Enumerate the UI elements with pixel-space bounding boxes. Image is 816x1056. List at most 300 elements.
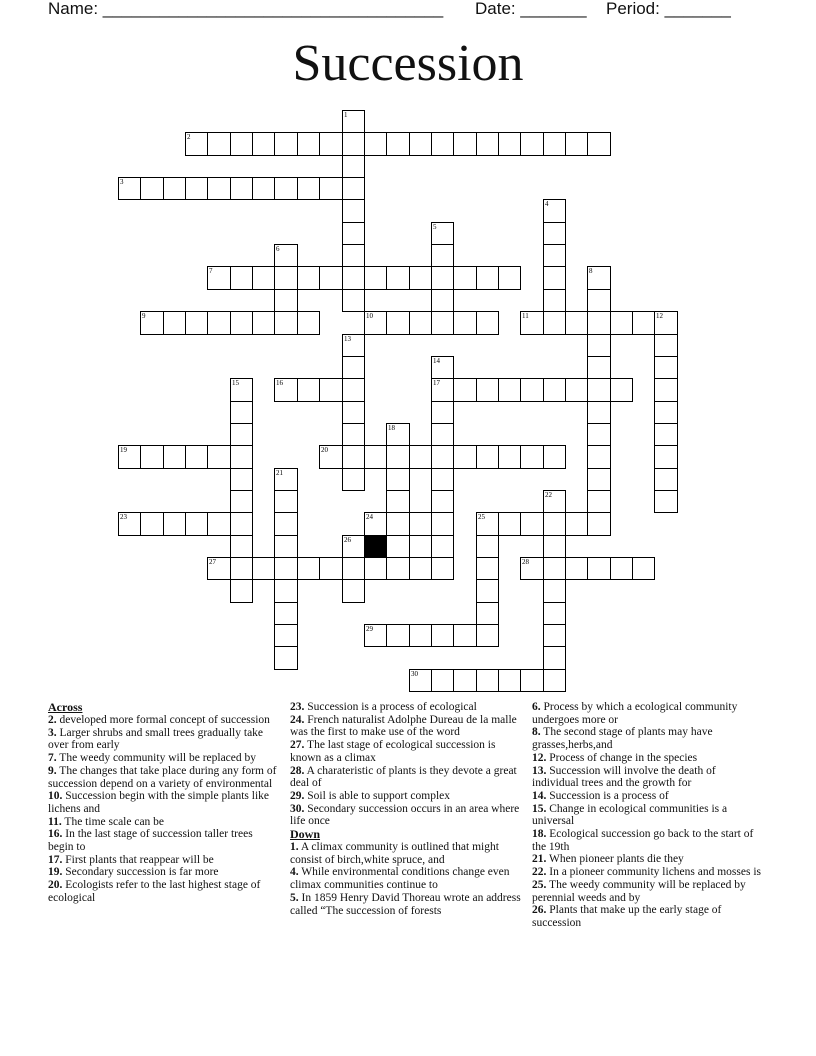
grid-cell[interactable] xyxy=(431,132,454,156)
grid-cell[interactable] xyxy=(543,222,566,245)
clue-number-label: 28 xyxy=(522,558,529,566)
grid-cell[interactable] xyxy=(297,557,320,580)
clue-text: Secondary succession occurs in an area where life once xyxy=(290,802,520,828)
grid-cell[interactable] xyxy=(587,289,611,312)
grid-cell[interactable] xyxy=(274,177,298,200)
clue-number-label: 23 xyxy=(120,513,127,521)
clue-number-label: 19 xyxy=(120,446,127,454)
grid-cell[interactable] xyxy=(543,624,566,647)
date-field-label: Date: _______ xyxy=(475,0,587,18)
clue-number-label: 2 xyxy=(187,133,191,141)
grid-cell[interactable] xyxy=(431,557,454,580)
grid-cell[interactable] xyxy=(230,535,253,558)
grid-cell[interactable] xyxy=(274,535,298,558)
grid-cell[interactable] xyxy=(185,512,208,536)
clue-text: In 1859 Henry David Thoreau wrote an address called “The succession of forests xyxy=(290,891,521,917)
grid-cell[interactable] xyxy=(587,445,611,469)
grid-cell[interactable] xyxy=(230,490,253,513)
grid-cell[interactable] xyxy=(386,557,410,580)
clue-text: The time scale can be xyxy=(64,815,165,828)
grid-cell[interactable] xyxy=(252,557,275,580)
grid-cell[interactable] xyxy=(587,557,611,580)
clue-number-label: 9 xyxy=(142,312,146,320)
clue-number: 16. xyxy=(48,828,63,841)
period-field-label: Period: _______ xyxy=(606,0,731,18)
clue-item xyxy=(48,752,280,765)
grid-cell[interactable] xyxy=(453,266,477,290)
grid-cell[interactable] xyxy=(409,132,432,156)
grid-cell[interactable] xyxy=(409,512,432,536)
grid-cell[interactable] xyxy=(297,311,320,335)
clue-text: Larger shrubs and small trees gradually take over from early xyxy=(48,726,264,752)
clue-item xyxy=(48,866,280,879)
name-field-label: Name: ____________________________________ xyxy=(48,0,444,18)
grid-cell[interactable] xyxy=(543,378,566,402)
down-heading: Down xyxy=(290,827,321,842)
grid-cell[interactable] xyxy=(185,445,208,469)
grid-cell[interactable] xyxy=(409,311,432,335)
clue-number-label: 11 xyxy=(522,312,529,320)
grid-cell[interactable] xyxy=(431,624,454,647)
grid-cell[interactable] xyxy=(476,266,499,290)
clue-number: 25. xyxy=(532,878,547,891)
clue-number-label: 27 xyxy=(209,558,216,566)
grid-cell[interactable] xyxy=(230,401,253,424)
grid-cell[interactable] xyxy=(498,669,521,692)
clue-text: When pioneer plants die they xyxy=(549,853,684,866)
grid-cell[interactable] xyxy=(386,490,410,513)
clue-text: The last stage of ecological succession is known as a climax xyxy=(290,739,496,764)
grid-cell[interactable] xyxy=(230,579,253,603)
grid-cell[interactable] xyxy=(386,468,410,491)
grid-cell[interactable] xyxy=(274,557,298,580)
grid-cell[interactable] xyxy=(252,177,275,200)
grid-cell[interactable] xyxy=(587,132,611,156)
grid-cell[interactable] xyxy=(319,177,343,200)
clue-number: 22. xyxy=(532,866,547,879)
grid-cell[interactable] xyxy=(342,132,365,156)
grid-cell[interactable] xyxy=(185,177,208,200)
grid-cell[interactable] xyxy=(207,132,231,156)
grid-cell[interactable] xyxy=(207,311,231,335)
clue-number-label: 14 xyxy=(433,357,440,365)
grid-cell[interactable] xyxy=(587,512,611,536)
grid-cell[interactable] xyxy=(342,378,365,402)
grid-cell[interactable] xyxy=(431,244,454,267)
grid-cell[interactable] xyxy=(364,445,387,469)
grid-cell[interactable] xyxy=(342,266,365,290)
clue-number: 9. xyxy=(48,764,57,777)
grid-cell[interactable] xyxy=(498,132,521,156)
grid-cell[interactable] xyxy=(587,334,611,357)
grid-cell[interactable] xyxy=(163,512,186,536)
clue-number: 1. xyxy=(290,841,299,854)
grid-cell[interactable] xyxy=(498,378,521,402)
clue-item xyxy=(290,714,526,739)
clue-text: developed more formal concept of succession xyxy=(59,714,270,726)
page-title: Succession xyxy=(292,35,524,92)
grid-cell[interactable] xyxy=(163,445,186,469)
clue-number: 18. xyxy=(532,828,547,841)
grid-cell[interactable] xyxy=(476,579,499,603)
grid-cell[interactable] xyxy=(342,557,365,580)
clue-item xyxy=(48,727,280,752)
grid-cell[interactable] xyxy=(230,468,253,491)
clue-number: 14. xyxy=(532,789,547,802)
grid-cell[interactable] xyxy=(565,378,588,402)
clue-number: 6. xyxy=(532,701,541,713)
clue-text: The changes that take place during any form of succession depend on a variety of environmental xyxy=(48,764,277,790)
grid-cell[interactable] xyxy=(520,512,544,536)
grid-cell[interactable] xyxy=(274,266,298,290)
grid-cell[interactable] xyxy=(431,535,454,558)
grid-cell[interactable] xyxy=(274,311,298,335)
grid-cell[interactable] xyxy=(230,132,253,156)
grid-cell[interactable] xyxy=(587,423,611,446)
grid-cell[interactable] xyxy=(431,669,454,692)
clue-number-label: 7 xyxy=(209,267,213,275)
grid-cell[interactable] xyxy=(543,602,566,625)
grid-cell[interactable] xyxy=(565,132,588,156)
clue-number: 15. xyxy=(532,802,547,815)
clue-item xyxy=(48,828,280,853)
grid-cell[interactable] xyxy=(610,311,633,335)
across-clue-list xyxy=(48,714,280,905)
grid-cell[interactable] xyxy=(386,624,410,647)
grid-cell[interactable] xyxy=(476,602,499,625)
grid-cell[interactable] xyxy=(565,557,588,580)
grid-cell[interactable] xyxy=(252,266,275,290)
clue-number-label: 22 xyxy=(545,491,552,499)
grid-cell[interactable] xyxy=(520,378,544,402)
grid-cell[interactable] xyxy=(274,289,298,312)
clue-number-label: 3 xyxy=(120,178,124,186)
grid-cell[interactable] xyxy=(498,512,521,536)
grid-cell[interactable] xyxy=(520,132,544,156)
grid-cell[interactable] xyxy=(342,445,365,469)
grid-cell[interactable] xyxy=(587,490,611,513)
clue-number-label: 29 xyxy=(366,625,373,633)
clue-number: 28. xyxy=(290,764,305,777)
grid-cell[interactable] xyxy=(230,423,253,446)
clue-item xyxy=(290,790,526,803)
grid-cell[interactable] xyxy=(520,445,544,469)
clue-item xyxy=(532,752,764,765)
clue-text: Succession is a process of ecological xyxy=(307,701,477,713)
grid-cell[interactable] xyxy=(431,401,454,424)
clue-item xyxy=(48,714,280,727)
grid-cell[interactable] xyxy=(230,445,253,469)
clues-column-2 xyxy=(290,701,526,917)
grid-cell[interactable] xyxy=(230,266,253,290)
grid-cell[interactable] xyxy=(543,311,566,335)
grid-cell[interactable] xyxy=(409,557,432,580)
grid-cell[interactable] xyxy=(476,378,499,402)
grid-cell[interactable] xyxy=(543,557,566,580)
grid-cell[interactable] xyxy=(543,669,566,692)
grid-cell[interactable] xyxy=(431,266,454,290)
grid-cell[interactable] xyxy=(342,199,365,223)
grid-cell[interactable] xyxy=(610,378,633,402)
clue-number: 19. xyxy=(48,866,63,879)
grid-cell[interactable] xyxy=(654,490,678,513)
grid-cell[interactable] xyxy=(409,535,432,558)
grid-cell[interactable] xyxy=(364,132,387,156)
clue-text: French naturalist Adolphe Dureau de la malle was the first to make use of the word xyxy=(290,713,517,739)
clue-text: Ecological succession go back to the start of the 19th xyxy=(532,828,754,853)
clue-text: A climax community is outlined that might consist of birch,white spruce, and xyxy=(290,841,499,866)
clue-item xyxy=(532,701,764,726)
grid-cell[interactable] xyxy=(543,132,566,156)
clue-text: The weedy community will be replaced by xyxy=(59,752,257,765)
grid-cell[interactable] xyxy=(587,378,611,402)
clue-number: 12. xyxy=(532,751,547,764)
grid-cell[interactable] xyxy=(654,378,678,402)
grid-cell[interactable] xyxy=(587,311,611,335)
grid-cell[interactable] xyxy=(543,535,566,558)
clue-text: Change in ecological communities is a universal xyxy=(532,802,728,828)
grid-cell[interactable] xyxy=(476,669,499,692)
clue-item xyxy=(532,853,764,866)
clue-number: 23. xyxy=(290,701,305,713)
grid-cell[interactable] xyxy=(207,512,231,536)
clue-number-label: 30 xyxy=(411,670,418,678)
grid-cell[interactable] xyxy=(386,512,410,536)
grid-cell[interactable] xyxy=(274,602,298,625)
grid-cell[interactable] xyxy=(342,244,365,267)
grid-cell[interactable] xyxy=(140,445,164,469)
clue-text: In the last stage of succession taller trees begin to xyxy=(48,828,253,854)
grid-cell[interactable] xyxy=(364,557,387,580)
clue-number-label: 20 xyxy=(321,446,328,454)
grid-cell[interactable] xyxy=(431,311,454,335)
grid-cell[interactable] xyxy=(565,311,588,335)
grid-cell[interactable] xyxy=(543,512,566,536)
grid-cell[interactable] xyxy=(498,266,521,290)
clue-text: Succession begin with the simple plants like lichens and xyxy=(48,790,270,815)
grid-cell[interactable] xyxy=(140,512,164,536)
grid-cell[interactable] xyxy=(342,222,365,245)
grid-cell[interactable] xyxy=(252,311,275,335)
clue-number: 13. xyxy=(532,764,547,777)
grid-cell[interactable] xyxy=(431,490,454,513)
grid-cell[interactable] xyxy=(230,557,253,580)
grid-cell[interactable] xyxy=(431,445,454,469)
down-clue-list-continued xyxy=(532,701,764,930)
grid-cell[interactable] xyxy=(230,512,253,536)
clue-item xyxy=(290,701,526,714)
grid-cell[interactable] xyxy=(431,512,454,536)
grid-cell[interactable] xyxy=(587,401,611,424)
grid-cell[interactable] xyxy=(386,132,410,156)
grid-cell[interactable] xyxy=(632,557,655,580)
clue-number: 21. xyxy=(532,853,547,866)
grid-cell[interactable] xyxy=(543,646,566,670)
clue-number: 29. xyxy=(290,789,305,802)
clue-text: First plants that reappear will be xyxy=(65,853,214,866)
grid-cell[interactable] xyxy=(386,535,410,558)
grid-cell[interactable] xyxy=(274,624,298,647)
grid-cell[interactable] xyxy=(163,311,186,335)
clue-item xyxy=(290,803,526,828)
grid-cell[interactable] xyxy=(565,512,588,536)
clue-item xyxy=(48,816,280,829)
clue-text: A charateristic of plants is they devote a great deal of xyxy=(290,764,517,790)
clue-item xyxy=(532,879,764,904)
clue-item xyxy=(532,765,764,790)
clue-number-label: 25 xyxy=(478,513,485,521)
grid-cell[interactable] xyxy=(342,289,365,312)
clue-number-label: 4 xyxy=(545,200,549,208)
grid-cell[interactable] xyxy=(654,423,678,446)
grid-cell[interactable] xyxy=(319,266,343,290)
grid-cell[interactable] xyxy=(587,468,611,491)
clue-number-label: 18 xyxy=(388,424,395,432)
clue-item xyxy=(48,765,280,790)
grid-cell[interactable] xyxy=(654,401,678,424)
grid-cell[interactable] xyxy=(431,289,454,312)
grid-cell[interactable] xyxy=(543,579,566,603)
clue-item xyxy=(48,879,280,904)
grid-cell[interactable] xyxy=(654,356,678,379)
grid-cell[interactable] xyxy=(342,155,365,178)
grid-cell[interactable] xyxy=(386,445,410,469)
clue-number-label: 13 xyxy=(344,335,351,343)
grid-cell[interactable] xyxy=(476,535,499,558)
grid-cell[interactable] xyxy=(587,356,611,379)
grid-cell[interactable] xyxy=(297,177,320,200)
clue-item xyxy=(48,790,280,815)
clue-number-label: 15 xyxy=(232,379,239,387)
grid-cell[interactable] xyxy=(409,624,432,647)
grid-cell[interactable] xyxy=(274,579,298,603)
clue-item xyxy=(532,726,764,751)
clue-item xyxy=(290,866,526,891)
clue-number-label: 26 xyxy=(344,536,351,544)
grid-cell[interactable] xyxy=(453,132,477,156)
grid-cell[interactable] xyxy=(319,557,343,580)
clues-column-3 xyxy=(532,701,764,930)
clue-number: 3. xyxy=(48,726,57,739)
clue-text: Plants that make up the early stage of succession xyxy=(532,904,722,929)
grid-cell[interactable] xyxy=(342,579,365,603)
clue-text: In a pioneer community lichens and mosses is xyxy=(549,866,762,879)
grid-cell[interactable] xyxy=(364,266,387,290)
clue-number: 20. xyxy=(48,879,63,892)
clue-number: 4. xyxy=(290,866,299,879)
clue-text: Process of change in the species xyxy=(549,751,698,764)
clue-number: 8. xyxy=(532,726,541,739)
clue-number: 2. xyxy=(48,714,57,726)
clue-number-label: 17 xyxy=(433,379,440,387)
grid-cell[interactable] xyxy=(342,468,365,491)
clue-number-label: 12 xyxy=(656,312,663,320)
grid-cell[interactable] xyxy=(476,132,499,156)
grid-cell[interactable] xyxy=(476,624,499,647)
grid-cell[interactable] xyxy=(632,311,655,335)
grid-cell[interactable] xyxy=(252,132,275,156)
grid-cell[interactable] xyxy=(140,177,164,200)
grid-cell[interactable] xyxy=(453,624,477,647)
grid-cell[interactable] xyxy=(297,266,320,290)
grid-cell[interactable] xyxy=(543,244,566,267)
grid-cell[interactable] xyxy=(453,378,477,402)
clue-text: Succession is a process of xyxy=(549,789,669,802)
grid-cell[interactable] xyxy=(342,177,365,200)
grid-cell[interactable] xyxy=(207,177,231,200)
grid-cell[interactable] xyxy=(274,512,298,536)
grid-cell[interactable] xyxy=(654,445,678,469)
grid-cell[interactable] xyxy=(274,490,298,513)
grid-cell[interactable] xyxy=(654,468,678,491)
grid-cell[interactable] xyxy=(543,445,566,469)
grid-cell[interactable] xyxy=(498,445,521,469)
grid-cell[interactable] xyxy=(520,669,544,692)
grid-cell[interactable] xyxy=(654,334,678,357)
grid-cell[interactable] xyxy=(163,177,186,200)
clue-number: 26. xyxy=(532,904,547,917)
grid-cell[interactable] xyxy=(274,132,298,156)
across-clue-list-continued xyxy=(290,701,526,828)
grid-cell[interactable] xyxy=(409,266,432,290)
blocked-cell xyxy=(364,535,387,558)
clue-number-label: 21 xyxy=(276,469,283,477)
clue-number-label: 8 xyxy=(589,267,593,275)
grid-cell[interactable] xyxy=(386,266,410,290)
grid-cell[interactable] xyxy=(274,646,298,670)
clue-text: Soil is able to support complex xyxy=(307,789,451,802)
grid-cell[interactable] xyxy=(476,557,499,580)
clue-number: 27. xyxy=(290,739,305,752)
clue-number: 7. xyxy=(48,752,57,765)
grid-cell[interactable] xyxy=(185,311,208,335)
clue-number-label: 24 xyxy=(366,513,373,521)
grid-cell[interactable] xyxy=(297,132,320,156)
grid-cell[interactable] xyxy=(543,266,566,290)
grid-cell[interactable] xyxy=(230,177,253,200)
grid-cell[interactable] xyxy=(431,423,454,446)
clue-item xyxy=(532,790,764,803)
grid-cell[interactable] xyxy=(409,445,432,469)
grid-cell[interactable] xyxy=(297,378,320,402)
grid-cell[interactable] xyxy=(453,445,477,469)
grid-cell[interactable] xyxy=(207,445,231,469)
clue-number-label: 10 xyxy=(366,312,373,320)
clue-item xyxy=(48,854,280,867)
grid-cell[interactable] xyxy=(476,445,499,469)
grid-cell[interactable] xyxy=(342,356,365,379)
clue-number: 11. xyxy=(48,815,62,828)
grid-cell[interactable] xyxy=(319,378,343,402)
grid-cell[interactable] xyxy=(453,669,477,692)
grid-cell[interactable] xyxy=(476,311,499,335)
clue-number: 10. xyxy=(48,790,63,803)
grid-cell[interactable] xyxy=(431,468,454,491)
grid-cell[interactable] xyxy=(543,289,566,312)
grid-cell[interactable] xyxy=(319,132,343,156)
clue-text: The second stage of plants may have grasses,herbs,and xyxy=(532,726,713,752)
grid-cell[interactable] xyxy=(230,311,253,335)
clue-text: While environmental conditions change even climax communities continue to xyxy=(290,866,510,892)
clues-column-1 xyxy=(48,701,280,905)
grid-cell[interactable] xyxy=(342,423,365,446)
grid-cell[interactable] xyxy=(342,401,365,424)
clue-number-label: 6 xyxy=(276,245,280,253)
grid-cell[interactable] xyxy=(386,311,410,335)
grid-cell[interactable] xyxy=(610,557,633,580)
clue-item xyxy=(290,765,526,790)
grid-cell[interactable] xyxy=(453,311,477,335)
